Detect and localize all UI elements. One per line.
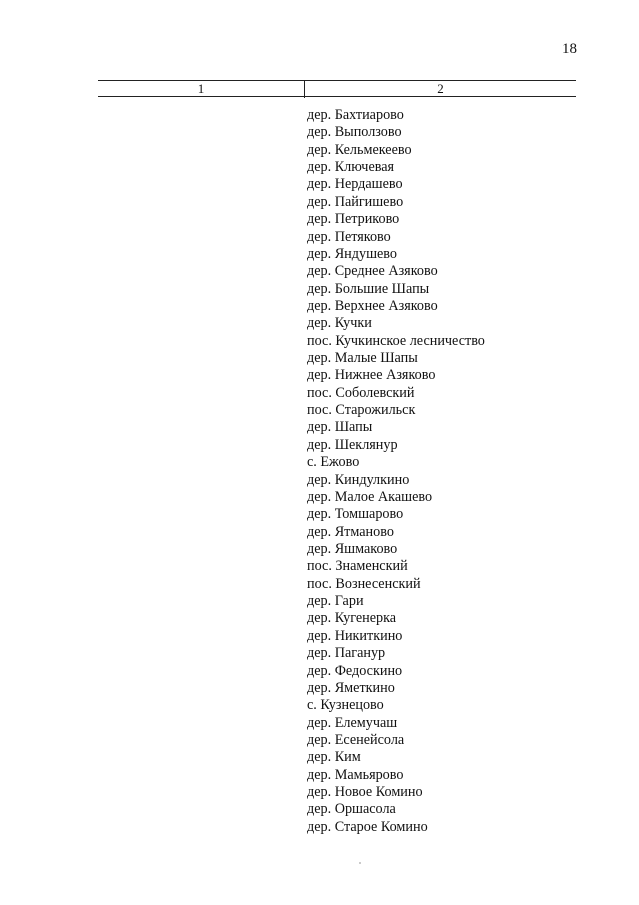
settlement-list bbox=[307, 107, 485, 836]
settlement-item: дер. Нижнее Азяково bbox=[307, 367, 436, 384]
settlement-item: пос. Вознесенский bbox=[307, 575, 421, 592]
settlement-item: дер. Яшмаково bbox=[307, 540, 398, 557]
settlement-item: дер. Гари bbox=[307, 593, 364, 610]
settlement-item: пос. Старожильск bbox=[307, 402, 416, 419]
settlement-item: дер. Яметкино bbox=[307, 679, 395, 696]
settlement-item: дер. Кельмекеево bbox=[307, 141, 412, 158]
settlement-item: дер. Нердашево bbox=[307, 176, 403, 193]
settlement-item: дер. Новое Комино bbox=[307, 784, 423, 801]
settlement-item: пос. Кучкинское лесничество bbox=[307, 332, 485, 349]
settlement-item: дер. Пайгишево bbox=[307, 193, 404, 210]
settlement-item: с. Кузнецово bbox=[307, 697, 384, 714]
settlement-item: дер. Большие Шапы bbox=[307, 280, 430, 297]
settlement-item: дер. Шеклянур bbox=[307, 436, 398, 453]
settlement-item: пос. Соболевский bbox=[307, 384, 415, 401]
settlement-item: с. Ежово bbox=[307, 454, 360, 471]
settlement-item: дер. Паганур bbox=[307, 645, 386, 662]
settlement-item: дер. Кугенерка bbox=[307, 610, 397, 627]
column-header-1: 1 bbox=[197, 81, 205, 96]
settlement-item: дер. Ким bbox=[307, 749, 361, 766]
settlement-item: дер. Мамьярово bbox=[307, 766, 404, 783]
settlement-item: дер. Никиткино bbox=[307, 627, 403, 644]
settlement-item: дер. Выползово bbox=[307, 124, 402, 141]
settlement-item: дер. Верхнее Азяково bbox=[307, 297, 438, 314]
settlement-item: дер. Среднее Азяково bbox=[307, 263, 438, 280]
settlement-item: дер. Петриково bbox=[307, 211, 400, 228]
settlement-item: дер. Малое Акашево bbox=[307, 488, 433, 505]
settlement-item: дер. Есенейсола bbox=[307, 731, 405, 748]
settlement-item: дер. Оршасола bbox=[307, 801, 396, 818]
settlement-item: дер. Петяково bbox=[307, 228, 391, 245]
settlement-item: дер. Яндушево bbox=[307, 245, 397, 262]
scan-artifact-dot bbox=[359, 862, 361, 864]
settlement-item: дер. Томшарово bbox=[307, 506, 404, 523]
settlement-item: дер. Кучки bbox=[307, 315, 372, 332]
column-header-2: 2 bbox=[437, 81, 444, 96]
settlement-item: дер. Елемучаш bbox=[307, 714, 398, 731]
settlement-item: пос. Знаменский bbox=[307, 558, 408, 575]
page-number: 18 bbox=[562, 41, 577, 57]
table-header bbox=[98, 80, 576, 97]
settlement-item: дер. Федоскино bbox=[307, 662, 403, 679]
settlement-item: дер. Ятманово bbox=[307, 523, 394, 540]
settlement-item: дер. Шапы bbox=[307, 419, 373, 436]
settlement-item: дер. Старое Комино bbox=[307, 818, 428, 835]
settlement-item: дер. Ключевая bbox=[307, 159, 395, 176]
settlement-item: дер. Киндулкино bbox=[307, 471, 410, 488]
settlement-item: дер. Бахтиарово bbox=[307, 107, 404, 123]
settlement-item: дер. Малые Шапы bbox=[307, 350, 418, 367]
